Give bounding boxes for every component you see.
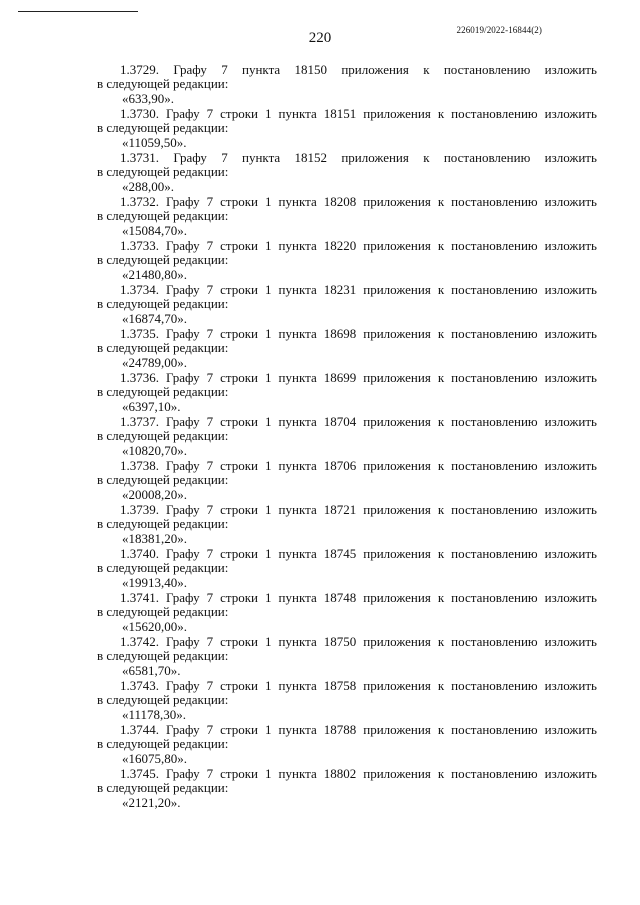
amendment-word: 1 <box>265 414 272 429</box>
amendment-word: Графу <box>173 150 207 165</box>
amendment-word: 1 <box>265 106 272 121</box>
amendment-item <box>97 590 597 634</box>
amendment-word: 7 <box>206 194 214 209</box>
amendment-value: «10820,70». <box>122 443 187 458</box>
amendment-first-line <box>97 634 597 649</box>
document-body <box>97 62 597 810</box>
amendment-word: 18721 <box>323 502 357 517</box>
amendment-word: 1.3735. <box>120 326 159 341</box>
amendment-word: изложить <box>544 634 597 649</box>
amendment-word: строки <box>220 414 259 429</box>
amendment-word: изложить <box>544 62 597 77</box>
amendment-word: изложить <box>544 238 597 253</box>
amendment-continuation: в следующей редакции: <box>97 252 229 267</box>
amendment-word: пункта <box>278 590 317 605</box>
amendment-word: Графу <box>166 722 200 737</box>
amendment-first-line <box>97 414 597 429</box>
amendment-word: постановлению <box>451 194 538 209</box>
amendment-word: пункта <box>278 502 317 517</box>
amendment-word: 1.3743. <box>120 678 159 693</box>
amendment-word: строки <box>220 590 259 605</box>
amendment-word: строки <box>220 194 259 209</box>
amendment-word: Графу <box>166 282 200 297</box>
amendment-word: пункта <box>278 766 317 781</box>
amendment-word: приложения <box>363 414 431 429</box>
amendment-continuation: в следующей редакции: <box>97 648 229 663</box>
amendment-word: к <box>437 326 445 341</box>
amendment-first-line <box>97 502 597 517</box>
amendment-word: постановлению <box>451 678 538 693</box>
amendment-word: строки <box>220 546 259 561</box>
amendment-word: постановлению <box>443 150 531 165</box>
amendment-word: 18748 <box>323 590 357 605</box>
amendment-word: изложить <box>544 106 597 121</box>
amendment-value: «6581,70». <box>122 663 181 678</box>
amendment-word: 7 <box>206 722 214 737</box>
amendment-word: приложения <box>363 326 431 341</box>
amendment-word: изложить <box>544 326 597 341</box>
amendment-first-line <box>97 722 597 737</box>
amendment-word: приложения <box>363 590 431 605</box>
amendment-word: строки <box>220 634 259 649</box>
amendment-word: 1 <box>265 458 272 473</box>
amendment-first-line <box>97 282 597 297</box>
amendment-word: приложения <box>363 370 431 385</box>
amendment-word: пункта <box>278 106 317 121</box>
amendment-word: 1 <box>265 282 272 297</box>
amendment-word: приложения <box>363 194 431 209</box>
amendment-word: 1.3732. <box>120 194 159 209</box>
amendment-word: Графу <box>166 546 200 561</box>
amendment-word: 18220 <box>323 238 357 253</box>
amendment-word: 1.3731. <box>120 150 159 165</box>
amendment-word: Графу <box>166 458 200 473</box>
amendment-word: 7 <box>221 62 228 77</box>
amendment-value: «16874,70». <box>122 311 187 326</box>
amendment-continuation: в следующей редакции: <box>97 384 229 399</box>
amendment-value: «21480,80». <box>122 267 187 282</box>
amendment-first-line <box>97 678 597 693</box>
document-code: 226019/2022-16844(2) <box>456 25 542 35</box>
amendment-first-line <box>97 458 597 473</box>
amendment-value: «16075,80». <box>122 751 187 766</box>
amendment-word: постановлению <box>451 634 538 649</box>
amendment-word: приложения <box>341 62 409 77</box>
amendment-word: постановлению <box>451 370 538 385</box>
amendment-continuation: в следующей редакции: <box>97 692 229 707</box>
amendment-word: 18152 <box>294 150 327 165</box>
amendment-word: 1.3733. <box>120 238 159 253</box>
amendment-word: 1 <box>265 546 272 561</box>
amendment-word: 18150 <box>294 62 327 77</box>
amendment-word: 18802 <box>323 766 357 781</box>
amendment-item <box>97 150 597 194</box>
amendment-first-line <box>97 590 597 605</box>
amendment-word: Графу <box>166 238 200 253</box>
amendment-word: 1.3740. <box>120 546 159 561</box>
amendment-word: 7 <box>206 502 214 517</box>
amendment-word: постановлению <box>451 502 538 517</box>
amendment-word: строки <box>220 282 259 297</box>
amendment-word: к <box>437 546 445 561</box>
amendment-value: «6397,10». <box>122 399 181 414</box>
amendment-word: к <box>437 194 445 209</box>
amendment-word: 1 <box>265 502 272 517</box>
amendment-word: к <box>437 370 445 385</box>
amendment-word: 7 <box>206 590 214 605</box>
amendment-word: 18698 <box>323 326 357 341</box>
amendment-word: постановлению <box>451 458 538 473</box>
amendment-word: к <box>437 458 445 473</box>
amendment-word: изложить <box>544 370 597 385</box>
amendment-word: постановлению <box>451 238 538 253</box>
amendment-word: 1.3734. <box>120 282 159 297</box>
amendment-word: Графу <box>166 502 200 517</box>
amendment-word: постановлению <box>451 414 538 429</box>
amendment-word: к <box>437 502 445 517</box>
amendment-word: 1 <box>265 590 272 605</box>
amendment-word: 1.3744. <box>120 722 159 737</box>
amendment-word: пункта <box>278 238 317 253</box>
amendment-word: приложения <box>363 546 431 561</box>
amendment-word: 1 <box>265 326 272 341</box>
amendment-item <box>97 546 597 590</box>
amendment-word: 1.3742. <box>120 634 159 649</box>
amendment-word: 18699 <box>323 370 357 385</box>
amendment-word: пункта <box>278 678 317 693</box>
amendment-word: строки <box>220 722 259 737</box>
amendment-value: «15620,00». <box>122 619 187 634</box>
amendment-word: изложить <box>544 546 597 561</box>
amendment-word: 7 <box>206 282 214 297</box>
amendment-item <box>97 62 597 106</box>
amendment-word: к <box>437 238 445 253</box>
amendment-continuation: в следующей редакции: <box>97 208 229 223</box>
amendment-word: 1 <box>265 370 272 385</box>
amendment-word: строки <box>220 766 259 781</box>
amendment-word: строки <box>220 678 259 693</box>
amendment-continuation: в следующей редакции: <box>97 604 229 619</box>
amendment-word: приложения <box>363 458 431 473</box>
amendment-word: Графу <box>166 766 200 781</box>
amendment-first-line <box>97 106 597 121</box>
amendment-word: к <box>437 414 445 429</box>
amendment-word: постановлению <box>451 282 538 297</box>
page-number: 220 <box>308 30 332 46</box>
amendment-word: 1 <box>265 634 272 649</box>
amendment-word: изложить <box>544 722 597 737</box>
amendment-word: 7 <box>206 414 214 429</box>
amendment-word: 18208 <box>323 194 357 209</box>
amendment-word: 7 <box>206 106 214 121</box>
amendment-value: «24789,00». <box>122 355 187 370</box>
amendment-item <box>97 194 597 238</box>
amendment-word: к <box>423 62 430 77</box>
amendment-word: 7 <box>206 238 214 253</box>
amendment-word: 1 <box>265 678 272 693</box>
amendment-word: 1 <box>265 766 272 781</box>
amendment-word: Графу <box>166 678 200 693</box>
amendment-word: постановлению <box>451 106 538 121</box>
amendment-continuation: в следующей редакции: <box>97 340 229 355</box>
amendment-word: Графу <box>166 370 200 385</box>
amendment-item <box>97 766 597 810</box>
amendment-continuation: в следующей редакции: <box>97 296 229 311</box>
amendment-first-line <box>97 238 597 253</box>
amendment-word: 18750 <box>323 634 357 649</box>
amendment-word: Графу <box>166 634 200 649</box>
amendment-word: постановлению <box>451 722 538 737</box>
amendment-word: 7 <box>206 370 214 385</box>
amendment-word: 1.3745. <box>120 766 159 781</box>
amendment-word: 18704 <box>323 414 357 429</box>
amendment-word: 1.3736. <box>120 370 159 385</box>
amendment-value: «15084,70». <box>122 223 187 238</box>
amendment-word: к <box>437 590 445 605</box>
amendment-word: 1.3729. <box>120 62 159 77</box>
amendment-word: к <box>437 766 445 781</box>
amendment-word: изложить <box>544 150 597 165</box>
amendment-word: пункта <box>278 370 317 385</box>
amendment-item <box>97 238 597 282</box>
amendment-word: 1.3730. <box>120 106 159 121</box>
amendment-continuation: в следующей редакции: <box>97 560 229 575</box>
amendment-word: Графу <box>166 590 200 605</box>
amendment-item <box>97 414 597 458</box>
amendment-value: «18381,20». <box>122 531 187 546</box>
amendment-word: приложения <box>341 150 409 165</box>
amendment-continuation: в следующей редакции: <box>97 428 229 443</box>
amendment-value: «19913,40». <box>122 575 187 590</box>
amendment-word: 1 <box>265 194 272 209</box>
amendment-word: пункта <box>242 62 281 77</box>
amendment-word: 18706 <box>323 458 357 473</box>
amendment-value: «11059,50». <box>122 135 187 150</box>
amendment-word: 18151 <box>323 106 357 121</box>
amendment-value: «2121,20». <box>122 795 181 810</box>
amendment-word: приложения <box>363 678 431 693</box>
amendment-item <box>97 326 597 370</box>
amendment-word: постановлению <box>451 326 538 341</box>
amendment-word: к <box>437 634 445 649</box>
amendment-word: 1.3741. <box>120 590 159 605</box>
amendment-first-line <box>97 766 597 781</box>
amendment-word: приложения <box>363 282 431 297</box>
amendment-continuation: в следующей редакции: <box>97 472 229 487</box>
amendment-word: постановлению <box>451 546 538 561</box>
amendment-word: к <box>437 722 445 737</box>
amendment-word: изложить <box>544 766 597 781</box>
amendment-word: 7 <box>206 678 214 693</box>
amendment-word: строки <box>220 238 259 253</box>
amendment-word: приложения <box>363 106 431 121</box>
amendment-word: 7 <box>206 326 214 341</box>
amendment-word: приложения <box>363 766 431 781</box>
amendment-continuation: в следующей редакции: <box>97 120 229 135</box>
amendment-word: изложить <box>544 590 597 605</box>
amendment-word: пункта <box>278 414 317 429</box>
amendment-word: Графу <box>166 194 200 209</box>
amendment-word: Графу <box>173 62 207 77</box>
amendment-word: строки <box>220 370 259 385</box>
amendment-word: 18231 <box>323 282 357 297</box>
amendment-item <box>97 678 597 722</box>
amendment-word: строки <box>220 326 259 341</box>
amendment-continuation: в следующей редакции: <box>97 76 229 91</box>
amendment-word: изложить <box>544 678 597 693</box>
amendment-word: Графу <box>166 414 200 429</box>
amendment-item <box>97 282 597 326</box>
amendment-word: приложения <box>363 238 431 253</box>
amendment-continuation: в следующей редакции: <box>97 164 229 179</box>
amendment-word: приложения <box>363 502 431 517</box>
top-rule <box>18 11 138 12</box>
amendment-value: «20008,20». <box>122 487 187 502</box>
amendment-word: 18758 <box>323 678 357 693</box>
amendment-word: изложить <box>544 502 597 517</box>
amendment-word: Графу <box>166 326 200 341</box>
amendment-continuation: в следующей редакции: <box>97 736 229 751</box>
amendment-word: 1.3739. <box>120 502 159 517</box>
amendment-item <box>97 502 597 546</box>
amendment-word: 18745 <box>323 546 357 561</box>
amendment-word: строки <box>220 106 259 121</box>
amendment-word: строки <box>220 458 259 473</box>
amendment-word: изложить <box>544 194 597 209</box>
amendment-word: пункта <box>278 634 317 649</box>
amendment-value: «288,00». <box>122 179 174 194</box>
amendment-word: приложения <box>363 634 431 649</box>
amendment-word: Графу <box>166 106 200 121</box>
amendment-word: строки <box>220 502 259 517</box>
amendment-word: 7 <box>206 766 214 781</box>
amendment-word: пункта <box>242 150 281 165</box>
amendment-word: изложить <box>544 458 597 473</box>
amendment-continuation: в следующей редакции: <box>97 516 229 531</box>
amendment-word: 18788 <box>323 722 357 737</box>
amendment-first-line <box>97 150 597 165</box>
amendment-item <box>97 634 597 678</box>
amendment-word: пункта <box>278 458 317 473</box>
amendment-word: к <box>437 106 445 121</box>
amendment-first-line <box>97 370 597 385</box>
amendment-word: изложить <box>544 414 597 429</box>
amendment-first-line <box>97 62 597 77</box>
amendment-word: к <box>423 150 430 165</box>
amendment-word: 7 <box>206 634 214 649</box>
amendment-word: изложить <box>544 282 597 297</box>
amendment-word: пункта <box>278 194 317 209</box>
amendment-word: приложения <box>363 722 431 737</box>
amendment-item <box>97 370 597 414</box>
amendment-word: пункта <box>278 546 317 561</box>
amendment-word: постановлению <box>443 62 531 77</box>
amendment-word: 1.3738. <box>120 458 159 473</box>
amendment-word: пункта <box>278 722 317 737</box>
amendment-word: к <box>437 282 445 297</box>
amendment-word: пункта <box>278 282 317 297</box>
amendment-first-line <box>97 194 597 209</box>
amendment-continuation: в следующей редакции: <box>97 780 229 795</box>
amendment-word: постановлению <box>451 766 538 781</box>
amendment-word: 1.3737. <box>120 414 159 429</box>
amendment-first-line <box>97 326 597 341</box>
amendment-item <box>97 722 597 766</box>
amendment-word: 1 <box>265 238 272 253</box>
amendment-word: пункта <box>278 326 317 341</box>
amendment-value: «633,90». <box>122 91 174 106</box>
amendment-item <box>97 458 597 502</box>
amendment-first-line <box>97 546 597 561</box>
amendment-word: 7 <box>206 546 214 561</box>
amendment-word: 7 <box>206 458 214 473</box>
amendment-word: 7 <box>221 150 228 165</box>
amendment-item <box>97 106 597 150</box>
amendment-word: 1 <box>265 722 272 737</box>
amendment-value: «11178,30». <box>122 707 187 722</box>
amendment-word: к <box>437 678 445 693</box>
amendment-word: постановлению <box>451 590 538 605</box>
